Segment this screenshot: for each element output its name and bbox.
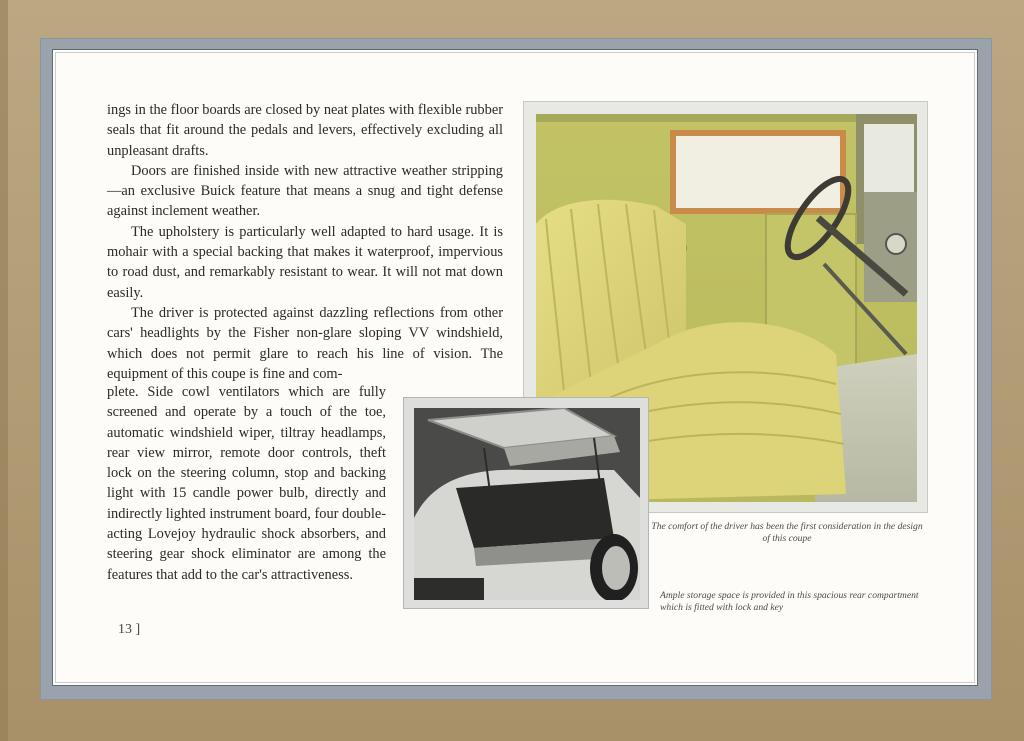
trunk-illustration	[414, 408, 640, 600]
book-spine-shadow	[0, 0, 8, 741]
page-number: 13 ]	[118, 622, 141, 637]
paragraph-equipment: plete. Side cowl ventilators which are fully screened and operate by a touch of the toe, automatic windshield wiper, tiltray headlamps, rear view mirror, remote door controls, theft lock on the steering column, stop and backing light with 15 candle power bulb, directly and indirectly lighted instrument board, four double-acting Lovejoy hydraulic shock absorbers, and steering gear shock eliminator are among the features that add to the car's attractiveness.	[107, 384, 386, 583]
paragraph-floor-seals: ings in the floor boards are closed by neat plates with flexible rubber seals that fit around the pedals and levers, effectively excluding all unpleasant drafts.	[107, 102, 503, 159]
paragraph-upholstery: The upholstery is particularly well adapted to hard usage. It is mohair with a special backing that makes it waterproof, impervious to road dust, and remarkably resistant to wear. It will not mat down easily.	[107, 223, 503, 301]
paragraph-windshield: The driver is protected against dazzling reflections from other cars' headlights by the Fisher non-glare sloping VV windshield, which does not permit glare to reach his line of vision. The equipment of this coupe is fine and com-	[107, 304, 503, 382]
body-text-narrow-column	[107, 382, 386, 585]
trunk-photo-caption: Ample storage space is provided in this spacious rear compartment which is fitted with lock and key	[660, 590, 919, 613]
body-text-column	[107, 100, 503, 384]
paragraph-doors: Doors are finished inside with new attractive weather stripping—an exclusive Buick feature that means a snug and tight defense against inclement weather.	[107, 162, 503, 220]
interior-photo-caption: The comfort of the driver has been the first consideration in the design of this coupe	[651, 521, 923, 544]
trunk-photo-frame	[403, 397, 649, 609]
